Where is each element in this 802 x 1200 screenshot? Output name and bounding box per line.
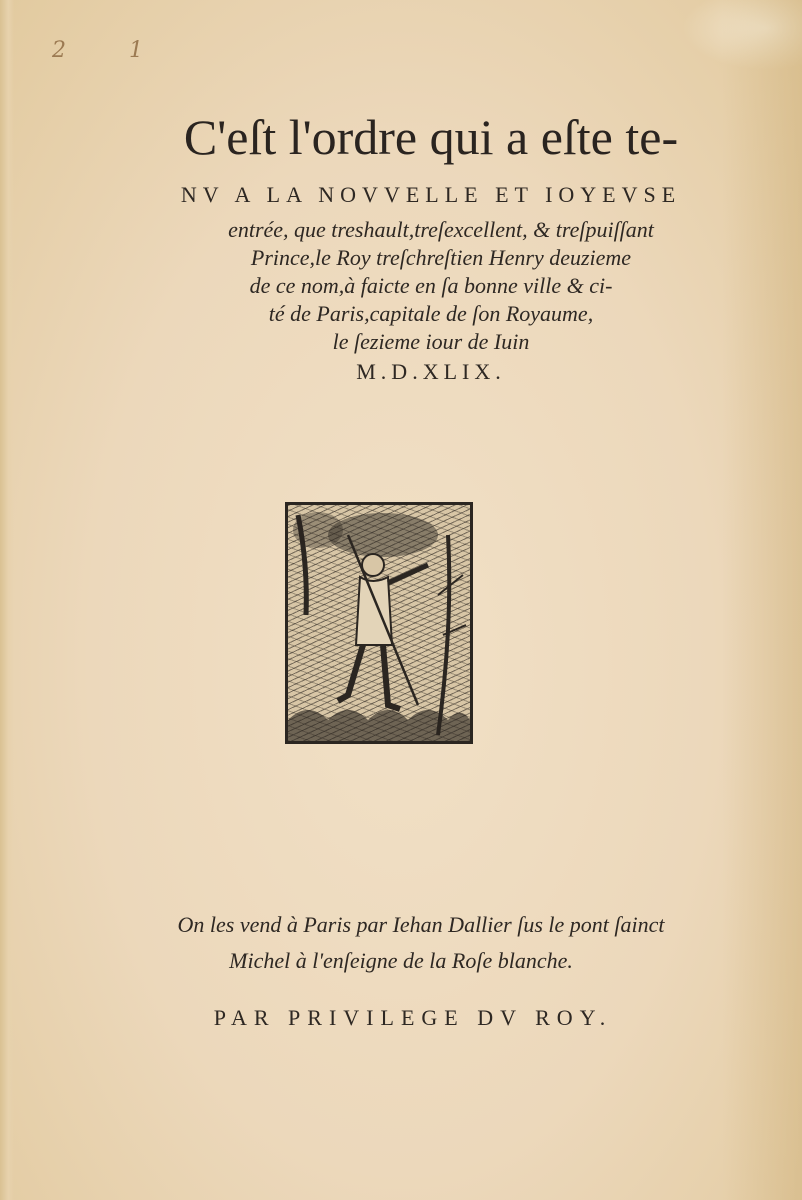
woodcut-illustration [285,502,473,744]
body-line-2: Prince,le Roy treſchreſtien Henry deuzieme [250,245,632,270]
date-line: M.D.XLIX. [356,359,506,384]
paper-stain [682,0,802,70]
body-line-4: té de Paris,capitale de ſon Royaume, [268,301,594,326]
pencil-folio-note: 2 1 [52,38,171,63]
body-line-3: de ce nom,à faicte en ſa bonne ville & ci- [249,273,613,298]
pilgrim-figure-icon [288,505,470,741]
body-line-5: le ſezieme iour de Iuin [332,329,530,354]
imprint-line-2: Michel à l'enſeigne de la Roſe blanche. [229,948,573,973]
privilege-line: PAR PRIVILEGE DV ROY. [213,1005,613,1030]
title-line-1: C'eſt l'ordre qui a eſte te- [183,109,679,165]
imprint-line-1: On les vend à Paris par Iehan Dallier ſus le pont ſainct [177,912,665,937]
body-line-1: entrée, que treshault,treſexcellent, & treſpuiſſant [228,217,654,242]
title-line-2: NV A LA NOVVELLE ET IOYEVSE [180,182,682,207]
